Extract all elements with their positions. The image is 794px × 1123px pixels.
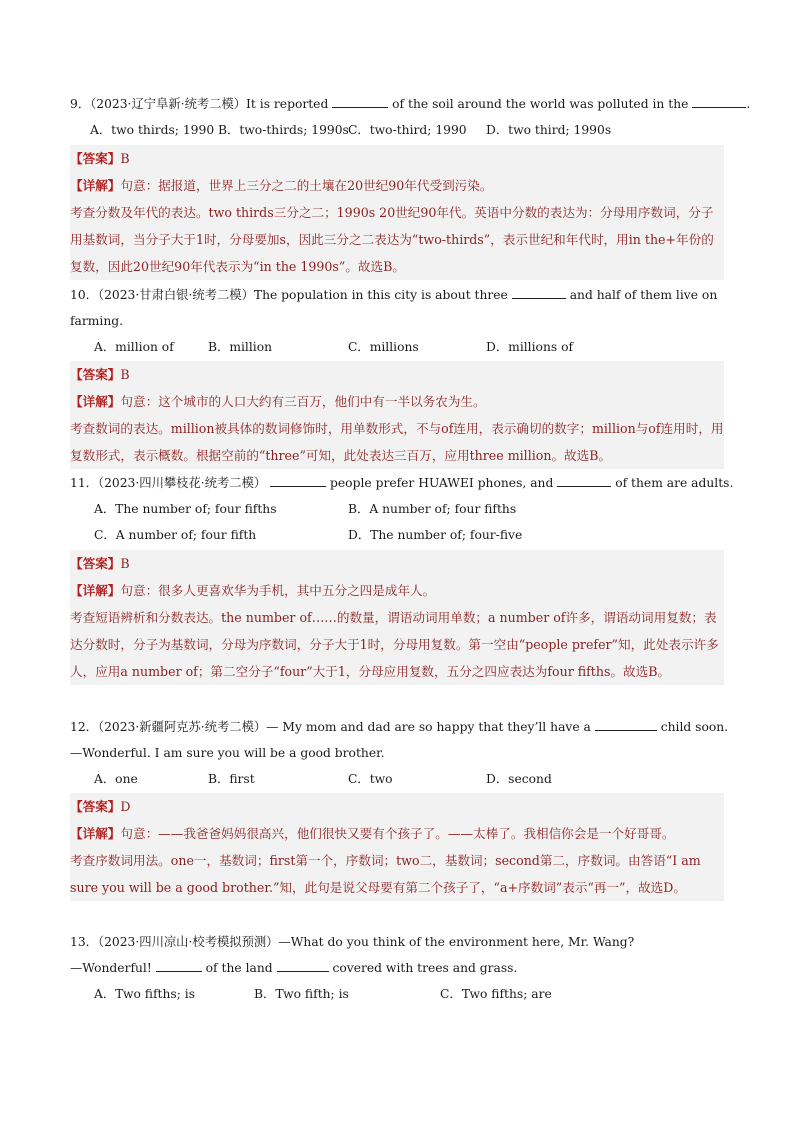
blank: [156, 958, 202, 972]
option-a[interactable]: A．two thirds; 1990: [90, 123, 215, 137]
blank: [277, 958, 329, 972]
option-c[interactable]: C．A number of; four fifth: [94, 528, 257, 542]
answer-label: 【答案】: [70, 367, 121, 382]
option-a[interactable]: A．million of: [94, 340, 174, 354]
question-11-options-row2: [70, 522, 724, 548]
detail-label: 【详解】: [70, 826, 121, 841]
option-c[interactable]: C．Two fifths; are: [440, 987, 552, 1001]
answer-value: D: [120, 799, 131, 814]
question-10-options: [70, 334, 724, 360]
answer-9: [70, 145, 724, 280]
detail-explanation: 考查短语辨析和分数表达。the number of……的数量，谓语动词用单数；a number of许多，谓语动词用复数；表达分数时，分子为基数词，分母为序数词，分子大于1时，分母用复数。第一空由“people prefer”知，此处表示许多人，应用a number of；第二空分子“four”大于1，分母应用复数，五分之四应表达为four fifths。故选B。: [70, 610, 719, 679]
option-a[interactable]: A．The number of; four fifths: [94, 502, 277, 516]
detail-label: 【详解】: [70, 178, 121, 193]
detail-label: 【详解】: [70, 394, 121, 409]
option-a[interactable]: A．Two fifths; is: [94, 987, 195, 1001]
question-9: [70, 91, 751, 143]
detail-sentence: 句意：很多人更喜欢华为手机，其中五分之四是成年人。: [120, 583, 436, 598]
detail-label: 【详解】: [70, 583, 121, 598]
detail-explanation: 考查序数词用法。one一，基数词；first第一个，序数词；two二，基数词；second第二，序数词。由答语“I am sure you will be a good brother.”知，此句是说父母要有第二个孩子了，“a+序数词”表示“再一”，故选D。: [70, 853, 701, 895]
answer-label: 【答案】: [70, 151, 121, 166]
detail-sentence: 句意：这个城市的人口大约有三百万，他们中有一半以务农为生。: [120, 394, 486, 409]
detail-explanation: 考查分数及年代的表达。two thirds三分之二；1990s 20世纪90年代。英语中分数的表达为：分母用序数词，分子用基数词，当分子大于1时，分母要加s，因此三分之二表达为“two-thirds”，表示世纪和年代时，用in the+年份的复数，因此20世纪90年代表示为“in the 1990s”。故选B。: [70, 205, 714, 274]
question-12-options: [70, 766, 724, 792]
option-d[interactable]: D．second: [486, 772, 552, 786]
question-10: [70, 282, 724, 360]
question-13-stem: 13．（2023·四川凉山·校考模拟预测）—What do you think of the environment here, Mr. Wang?: [70, 935, 635, 949]
question-9-stem: 9．（2023·辽宁阜新·统考二模）It is reported of the soil around the world was polluted in the .: [70, 91, 724, 117]
question-10-stem: 10．（2023·甘肃白银·统考二模）The population in this city is about three and half of them live on farming.: [70, 282, 724, 334]
blank: [557, 473, 611, 487]
answer-11: [70, 550, 724, 685]
answer-value: B: [120, 151, 130, 166]
question-11: [70, 470, 734, 548]
option-c[interactable]: C．two: [348, 772, 393, 786]
detail-explanation: 考查数词的表达。million被具体的数词修饰时，用单数形式，不与of连用，表示确切的数字；million与of连用时，用复数形式，表示概数。根据空前的“three”可知，此处表达三百万，应用three million。故选B。: [70, 421, 724, 463]
detail-sentence: 句意：——我爸爸妈妈很高兴，他们很快又要有个孩子了。——太棒了。我相信你会是一个好哥哥。: [120, 826, 675, 841]
blank: [595, 717, 657, 731]
question-13-options: [70, 981, 724, 1007]
question-11-stem: 11．（2023·四川攀枝花·统考二模） people prefer HUAWEI phones, and of them are adults.: [70, 470, 724, 496]
answer-label: 【答案】: [70, 556, 121, 571]
option-b[interactable]: B．first: [208, 772, 255, 786]
option-a[interactable]: A．one: [94, 772, 138, 786]
answer-value: B: [120, 367, 130, 382]
option-d[interactable]: D．The number of; four-five: [348, 528, 523, 542]
blank: [332, 94, 388, 108]
option-b[interactable]: B．A number of; four fifths: [348, 502, 517, 516]
question-9-options: [70, 117, 724, 143]
option-d[interactable]: D．millions of: [486, 340, 574, 354]
option-c[interactable]: C．two-third; 1990: [348, 123, 467, 137]
question-12-reply: —Wonderful. I am sure you will be a good brother.: [70, 746, 385, 760]
question-12: [70, 714, 729, 792]
option-c[interactable]: C．millions: [348, 340, 419, 354]
option-d[interactable]: D．two third; 1990s: [486, 123, 612, 137]
blank: [692, 94, 746, 108]
detail-sentence: 句意：据报道，世界上三分之二的土壤在20世纪90年代受到污染。: [120, 178, 493, 193]
question-13-reply: —Wonderful! of the land covered with trees and grass.: [70, 955, 724, 981]
option-b[interactable]: B．two-thirds; 1990s: [218, 123, 349, 137]
answer-label: 【答案】: [70, 799, 121, 814]
question-12-stem: 12．（2023·新疆阿克苏·统考二模）— My mom and dad are so happy that they’ll have a child soon.: [70, 714, 724, 740]
question-13: [70, 929, 724, 1007]
question-11-options: [70, 496, 724, 522]
blank: [270, 473, 326, 487]
answer-10: [70, 361, 724, 469]
option-b[interactable]: B．Two fifth; is: [254, 987, 349, 1001]
option-b[interactable]: B．million: [208, 340, 273, 354]
blank: [512, 285, 566, 299]
answer-12: [70, 793, 724, 901]
answer-value: B: [120, 556, 130, 571]
